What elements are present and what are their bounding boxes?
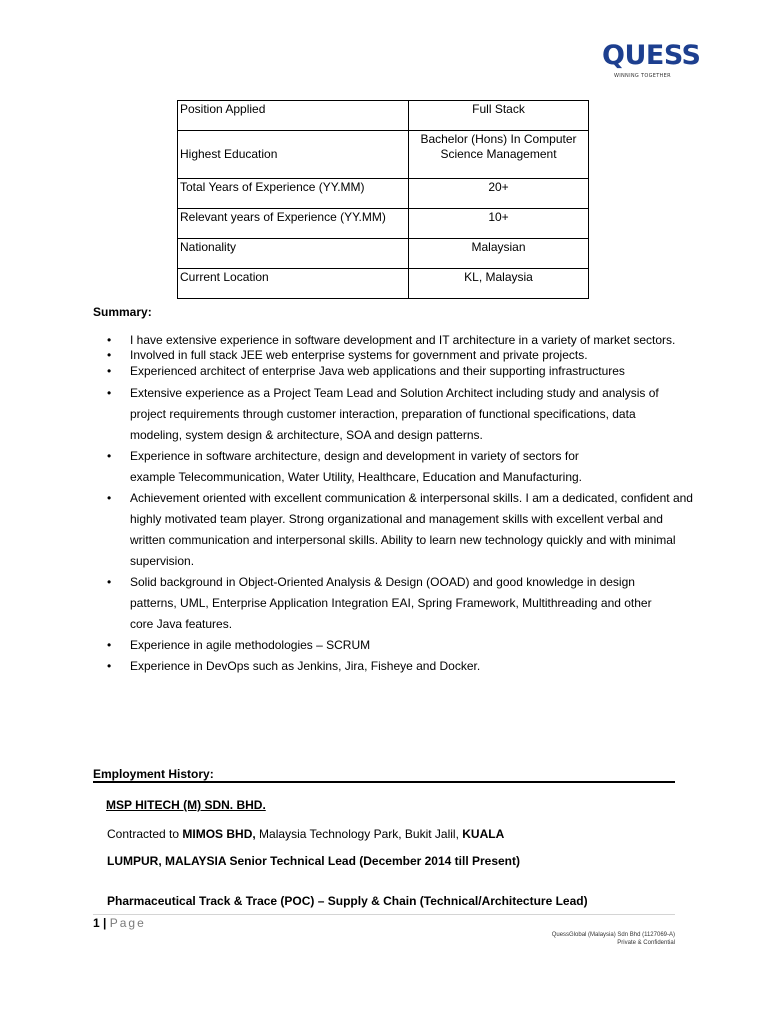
list-item-text: Extensive experience as a Project Team Lead and Solution Architect including study and analysis of project requirements through customer interaction, preparation of functional specifications, data modeling, system design & architecture, SOA and design patterns. — [130, 386, 659, 442]
list-item — [93, 347, 683, 363]
table-label: Current Location — [178, 269, 409, 299]
table-label: Relevant years of Experience (YY.MM) — [178, 209, 409, 239]
table-value: 20+ — [409, 179, 589, 209]
bullet-icon: • — [107, 638, 112, 652]
list-item — [93, 488, 695, 572]
bullet-icon: • — [107, 386, 112, 400]
table-row — [178, 209, 589, 239]
page-word: Page — [109, 916, 146, 930]
list-item — [93, 383, 675, 446]
contract-prefix: Contracted to — [107, 827, 183, 841]
footer-company — [552, 931, 675, 947]
employment-heading: Employment History: — [93, 767, 214, 781]
table-row — [178, 239, 589, 269]
list-item-text: Solid background in Object-Oriented Analysis & Design (OOAD) and good knowledge in design patterns, UML, Enterprise Application Integration EAI, Spring Framework, Multithreading and other core Java features. — [130, 575, 652, 631]
list-item — [93, 572, 675, 635]
logo-tagline: WINNING TOGETHER — [614, 73, 671, 79]
table-value: Malaysian — [409, 239, 589, 269]
table-value: Bachelor (Hons) In Computer Science Management — [409, 131, 589, 179]
contract-line — [107, 827, 504, 841]
bullet-icon: • — [107, 348, 112, 362]
bullet-icon: • — [107, 491, 112, 505]
footer-company-line: QuessGlobal (Malaysia) Sdn Bhd (1127069-A) — [551, 932, 675, 938]
table-label: Highest Education — [178, 131, 409, 179]
page-separator: | — [103, 916, 107, 930]
table-label: Nationality — [178, 239, 409, 269]
table-value: KL, Malaysia — [409, 269, 589, 299]
list-item-text: I have extensive experience in software development and IT architecture in a variety of market sectors. — [130, 333, 676, 347]
list-item — [93, 363, 683, 379]
table-row — [178, 101, 589, 131]
table-value: Full Stack — [409, 101, 589, 131]
list-item-text: Experience in DevOps such as Jenkins, Jira, Fisheye and Docker. — [130, 659, 481, 673]
list-item — [93, 635, 683, 656]
list-item-text: Involved in full stack JEE web enterprise systems for government and private projects. — [130, 348, 588, 362]
table-row — [178, 179, 589, 209]
company-name: MSP HITECH (M) SDN. BHD. — [106, 798, 266, 812]
list-item — [93, 656, 683, 677]
quess-logo — [600, 40, 701, 82]
summary-heading: Summary: — [93, 305, 152, 319]
section-divider — [93, 781, 675, 783]
list-item-text: Achievement oriented with excellent communication & interpersonal skills. I am a dedicated, confident and highly motivated team player. Strong organizational and management skills with excellent verbal and written communication and interpersonal skills. Ability to learn new technology quickly and with minimal supervision. — [130, 491, 693, 568]
list-item — [93, 333, 683, 347]
table-label: Total Years of Experience (YY.MM) — [178, 179, 409, 209]
footer-divider — [93, 914, 675, 915]
bullet-icon: • — [107, 449, 112, 463]
client-city: KUALA — [462, 827, 505, 841]
bullet-icon: • — [107, 364, 112, 378]
table-value: 10+ — [409, 209, 589, 239]
client-name: MIMOS BHD, — [182, 827, 256, 841]
table-row — [178, 131, 589, 179]
list-item — [93, 446, 595, 488]
page-indicator — [93, 916, 146, 930]
bullet-icon: • — [107, 659, 112, 673]
page-number: 1 — [93, 916, 100, 930]
bullet-icon: • — [107, 333, 112, 347]
list-item-text: Experienced architect of enterprise Java web applications and their supporting infrastructures — [130, 364, 625, 378]
candidate-info-table — [177, 100, 589, 299]
footer-confidential: Private & Confidential — [617, 940, 675, 946]
summary-list — [93, 333, 693, 677]
logo-word: QUESS — [602, 40, 701, 71]
table-row — [178, 269, 589, 299]
bullet-icon: • — [107, 575, 112, 589]
table-label: Position Applied — [178, 101, 409, 131]
list-item-text: Experience in software architecture, design and development in variety of sectors for example Telecommunication, Water Utility, Healthcare, Education and Manufacturing. — [130, 449, 582, 484]
client-location: Malaysia Technology Park, Bukit Jalil, — [255, 827, 463, 841]
project-title: Pharmaceutical Track & Trace (POC) – Supply & Chain (Technical/Architecture Lead) — [107, 894, 588, 908]
list-item-text: Experience in agile methodologies – SCRUM — [130, 638, 371, 652]
role-line: LUMPUR, MALAYSIA Senior Technical Lead (December 2014 till Present) — [107, 854, 521, 868]
